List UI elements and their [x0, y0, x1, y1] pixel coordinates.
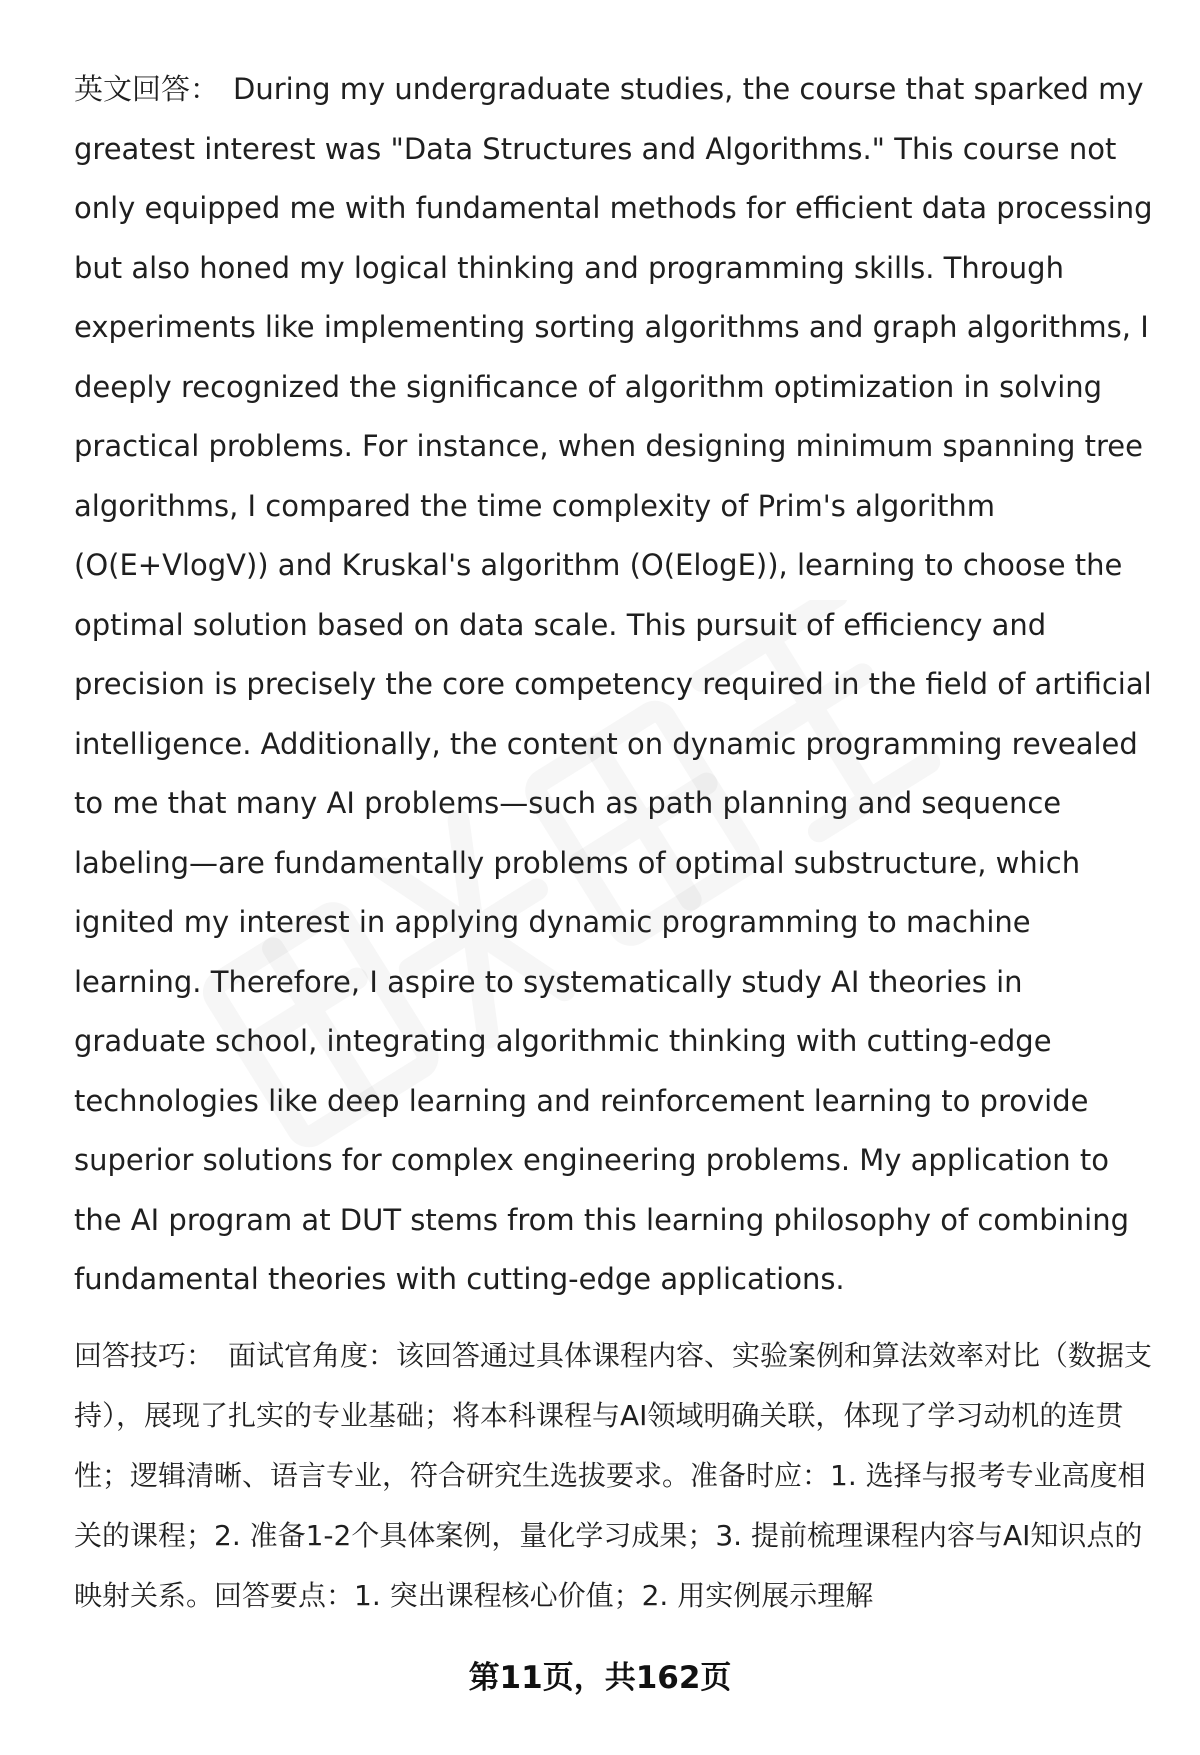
- english-answer-paragraph: [74, 60, 1160, 1310]
- english-answer-text: During my undergraduate studies, the course that sparked my greatest interest was "Data Structures and Algorithms." This course not only equipped me with fundamental methods for efficient data processing but also honed my logical thinking and programming skills. Through experiments like implementing sorting algorithms and graph algorithms, I deeply recognized the significance of algorithm optimization in solving practical problems. For instance, when designing minimum spanning tree algorithms, I compared the time complexity of Prim's algorithm (O(E+VlogV)) and Kruskal's algorithm (O(ElogE)), learning to choose the optimal solution based on data scale. This pursuit of efficiency and precision is precisely the core competency required in the field of artificial intelligence. Additionally, the content on dynamic programming revealed to me that many AI problems—such as path planning and sequence labeling—are fundamentally problems of optimal substructure, which ignited my interest in applying dynamic programming to machine learning. Therefore, I aspire to systematically study AI theories in graduate school, integrating algorithmic thinking with cutting-edge technologies like deep learning and reinforcement learning to provide superior solutions for complex engineering problems. My application to the AI program at DUT stems from this learning philosophy of combining fundamental theories with cutting-edge applications.: [74, 72, 1153, 1296]
- document-page: [74, 60, 1160, 1626]
- answer-tips-text: 面试官角度：该回答通过具体课程内容、实验案例和算法效率对比（数据支持），展现了扎实的专业基础；将本科课程与AI领域明确关联，体现了学习动机的连贯性；逻辑清晰、语言专业，符合研究生选拔要求。准备时应：1. 选择与报考专业高度相关的课程；2. 准备1-2个具体案例，量化学习成果；3. 提前梳理课程内容与AI知识点的映射关系。回答要点：1. 突出课程核心价值；2. 用实例展示理解: [74, 1338, 1153, 1612]
- english-answer-label: 英文回答：: [74, 72, 220, 106]
- answer-tips-label: 回答技巧：: [74, 1338, 215, 1372]
- answer-tips-paragraph: [74, 1326, 1160, 1626]
- page-number: 第11页，共162页: [468, 1660, 732, 1696]
